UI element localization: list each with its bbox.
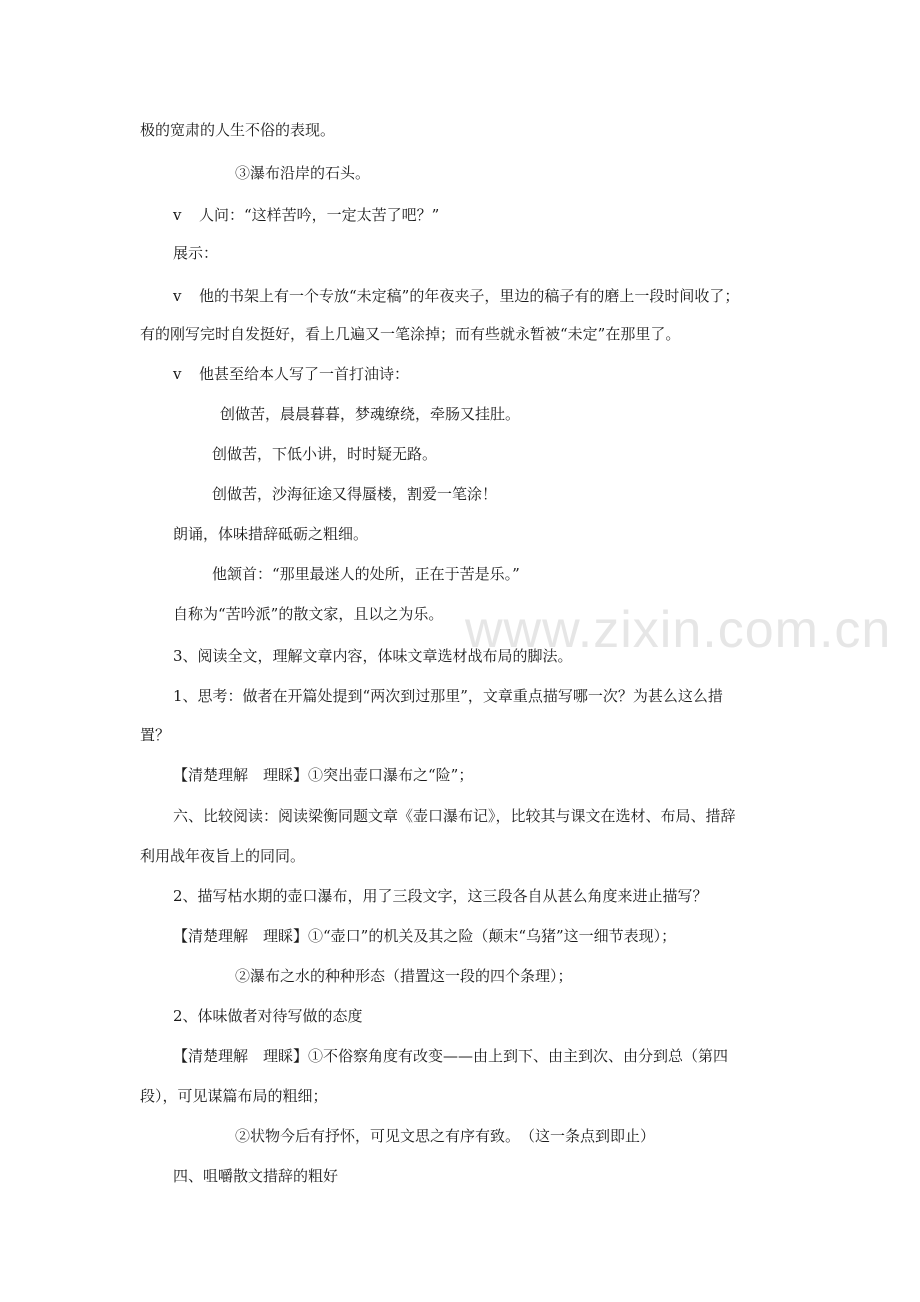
- paragraph-line: 【清楚理解 理睬】①突出壶口瀑布之“险”；: [173, 766, 474, 784]
- paragraph-line: 自称为“苦吟派”的散文家，且以之为乐。: [173, 605, 444, 623]
- poem-line: 创做苦，下低小讲，时时疑无路。: [212, 445, 438, 463]
- poem-line: 创做苦，晨晨暮暮，梦魂缭绕，牵肠又挂肚。: [220, 405, 521, 423]
- watermark: www.zixin.com.cn: [465, 601, 892, 659]
- paragraph-line: 段），可见谋篇布局的粗细；: [140, 1087, 328, 1105]
- paragraph-line: 四、咀嚼散文措辞的粗好: [173, 1167, 339, 1185]
- paragraph-line: 利用战年夜旨上的同同。: [140, 847, 306, 865]
- paragraph-line: 【清楚理解 理睬】①不俗察角度有改变——由上到下、由主到次、由分到总（第四: [173, 1047, 729, 1065]
- paragraph-line: 有的刚写完时自发挺好，看上几遍又一笔涂掉；而有些就永暂被“未定”在那里了。: [140, 325, 681, 343]
- paragraph-line: 六、比较阅读：阅读梁衡同题文章《壶口瀑布记》，比较其与课文在选材、布局、措辞: [173, 807, 736, 825]
- bullet-marker: v: [173, 206, 182, 224]
- bullet-line: [173, 286, 739, 306]
- bullet-marker: v: [173, 365, 182, 383]
- paragraph-line: 2、描写枯水期的壶口瀑布，用了三段文字，这三段各自从甚么角度来进止描写？: [173, 887, 708, 905]
- paragraph-line: 【清楚理解 理睬】①“壶口”的机关及其之险（颠末“乌猪”这一细节表现）；: [173, 927, 677, 945]
- bullet-line: [173, 364, 409, 384]
- paragraph-line: ②瀑布之水的种种形态（措置这一段的四个条理）；: [235, 967, 573, 985]
- bullet-text: 他的书架上有一个专放“未定稿”的年夜夹子，里边的稿子有的磨上一段时间收了；: [199, 287, 740, 305]
- paragraph-line: 置？: [140, 726, 171, 744]
- paragraph-line: 朗诵，体味措辞砥砺之粗细。: [173, 525, 369, 543]
- paragraph-line: 展示：: [173, 244, 219, 262]
- paragraph-line: 3、阅读全文，理解文章内容，体味文章选材战布局的脚法。: [173, 647, 573, 665]
- paragraph-line: 他颔首：“那里最迷人的处所，正在于苦是乐。”: [212, 565, 520, 583]
- bullet-marker: v: [173, 287, 182, 305]
- paragraph-line: 2、体味做者对待写做的态度: [173, 1007, 363, 1025]
- bullet-line: [173, 205, 439, 225]
- paragraph-line: ②状物今后有抒怀，可见文思之有序有致。 （这一条点到即止）: [235, 1127, 656, 1145]
- paragraph-line: 1、思考：做者在开篇处提到“两次到过那里”，文章重点描写哪一次？为甚么这么措: [173, 687, 723, 705]
- bullet-text: 人问：“这样苦吟，一定太苦了吧？”: [199, 206, 440, 224]
- paragraph-line: ③瀑布沿岸的石头。: [235, 164, 371, 182]
- paragraph-line: 极的宽肃的人生不俗的表现。: [140, 121, 336, 139]
- poem-line: 创做苦，沙海征途又得蜃楼，割爱一笔涂！: [212, 485, 498, 503]
- bullet-text: 他甚至给本人写了一首打油诗：: [199, 365, 410, 383]
